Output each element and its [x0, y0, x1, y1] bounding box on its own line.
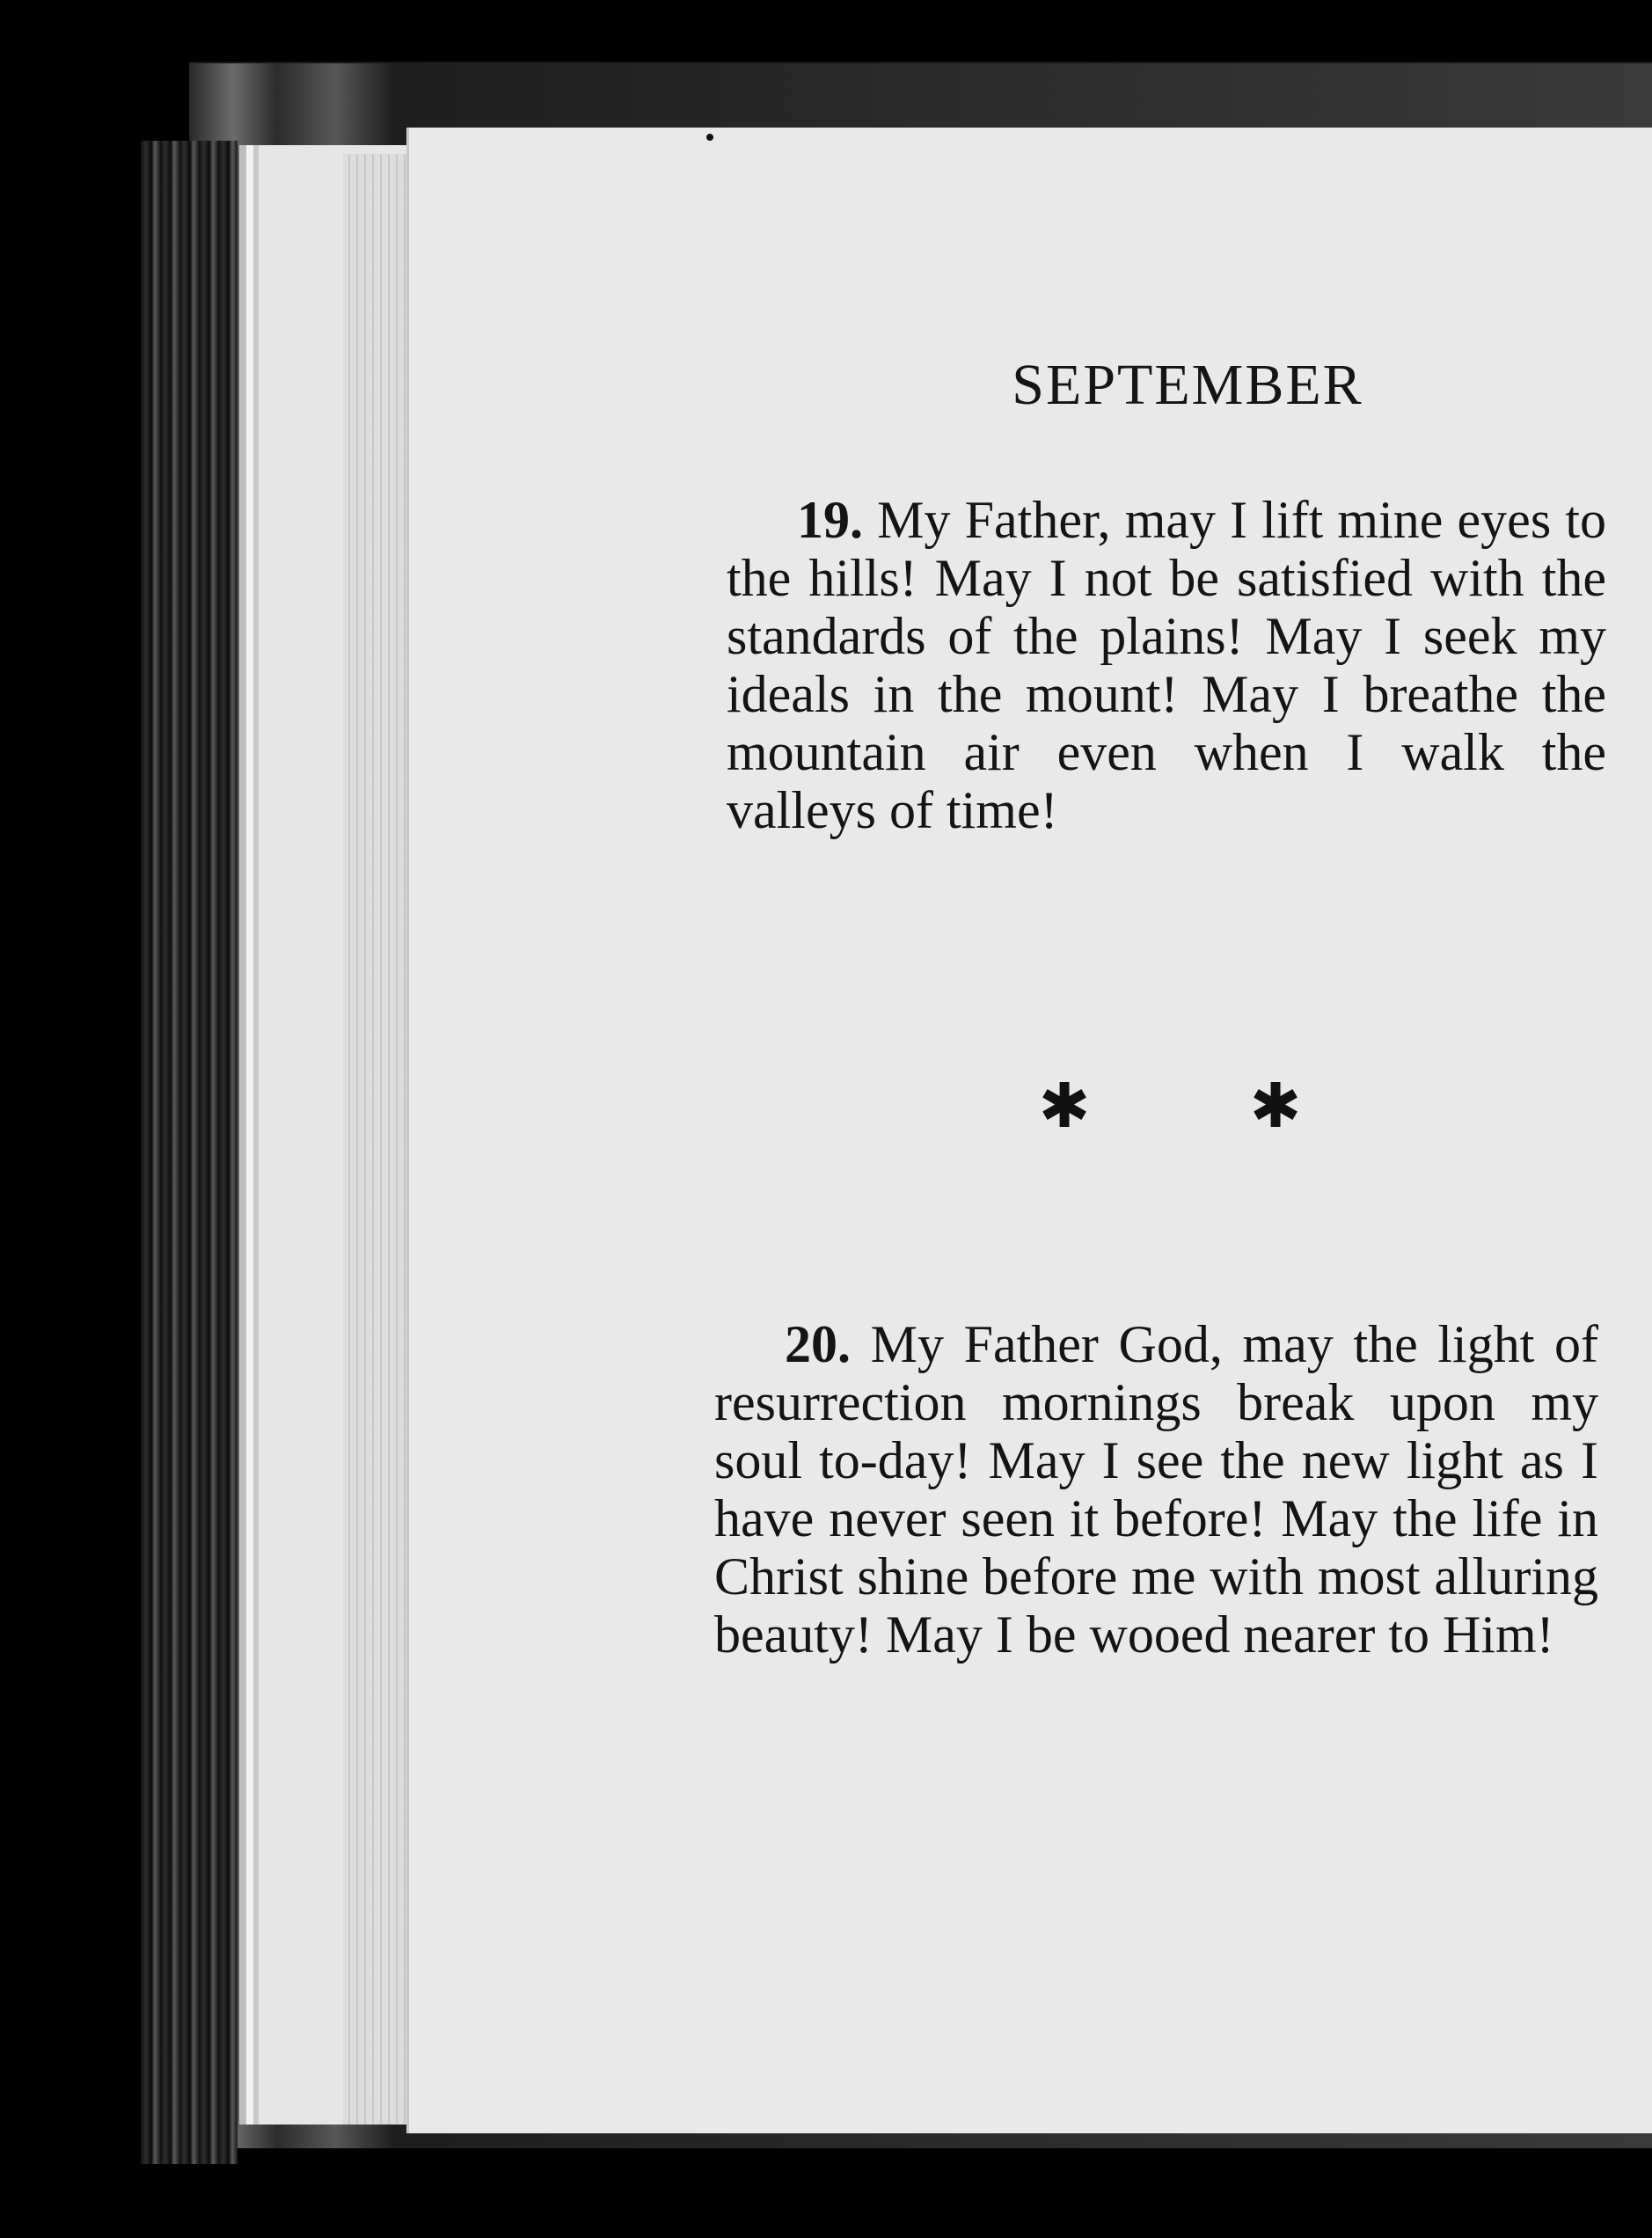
- page-stack-lines: [343, 154, 413, 2125]
- section-divider: [1038, 1070, 1302, 1142]
- devotional-entry: [714, 1315, 1598, 1664]
- entry-text: My Father God, may the light of resurrection mornings break upon my soul to-day! May I see the new light as I have never seen it before! May the life in Christ shine before me with most alluring beauty! May I be wooed nearer to Him!: [714, 1315, 1598, 1664]
- book-page: [406, 128, 1652, 2133]
- asterisk-ornament: ✱: [1249, 1070, 1302, 1142]
- entry-number: 19.: [797, 491, 863, 549]
- ink-speck: [706, 134, 713, 141]
- page-heading: SEPTEMBER: [1012, 353, 1363, 417]
- entry-number: 20.: [785, 1315, 851, 1373]
- asterisk-ornament: ✱: [1038, 1070, 1091, 1142]
- book-spine: [141, 141, 238, 2164]
- entry-text: My Father, may I lift mine eyes to the hills! May I not be satisfied with the standards of the plains! May I seek my ideals in the mount! May I breathe the mountain air even when I walk the valleys of time!: [727, 491, 1606, 839]
- devotional-entry: [727, 491, 1606, 839]
